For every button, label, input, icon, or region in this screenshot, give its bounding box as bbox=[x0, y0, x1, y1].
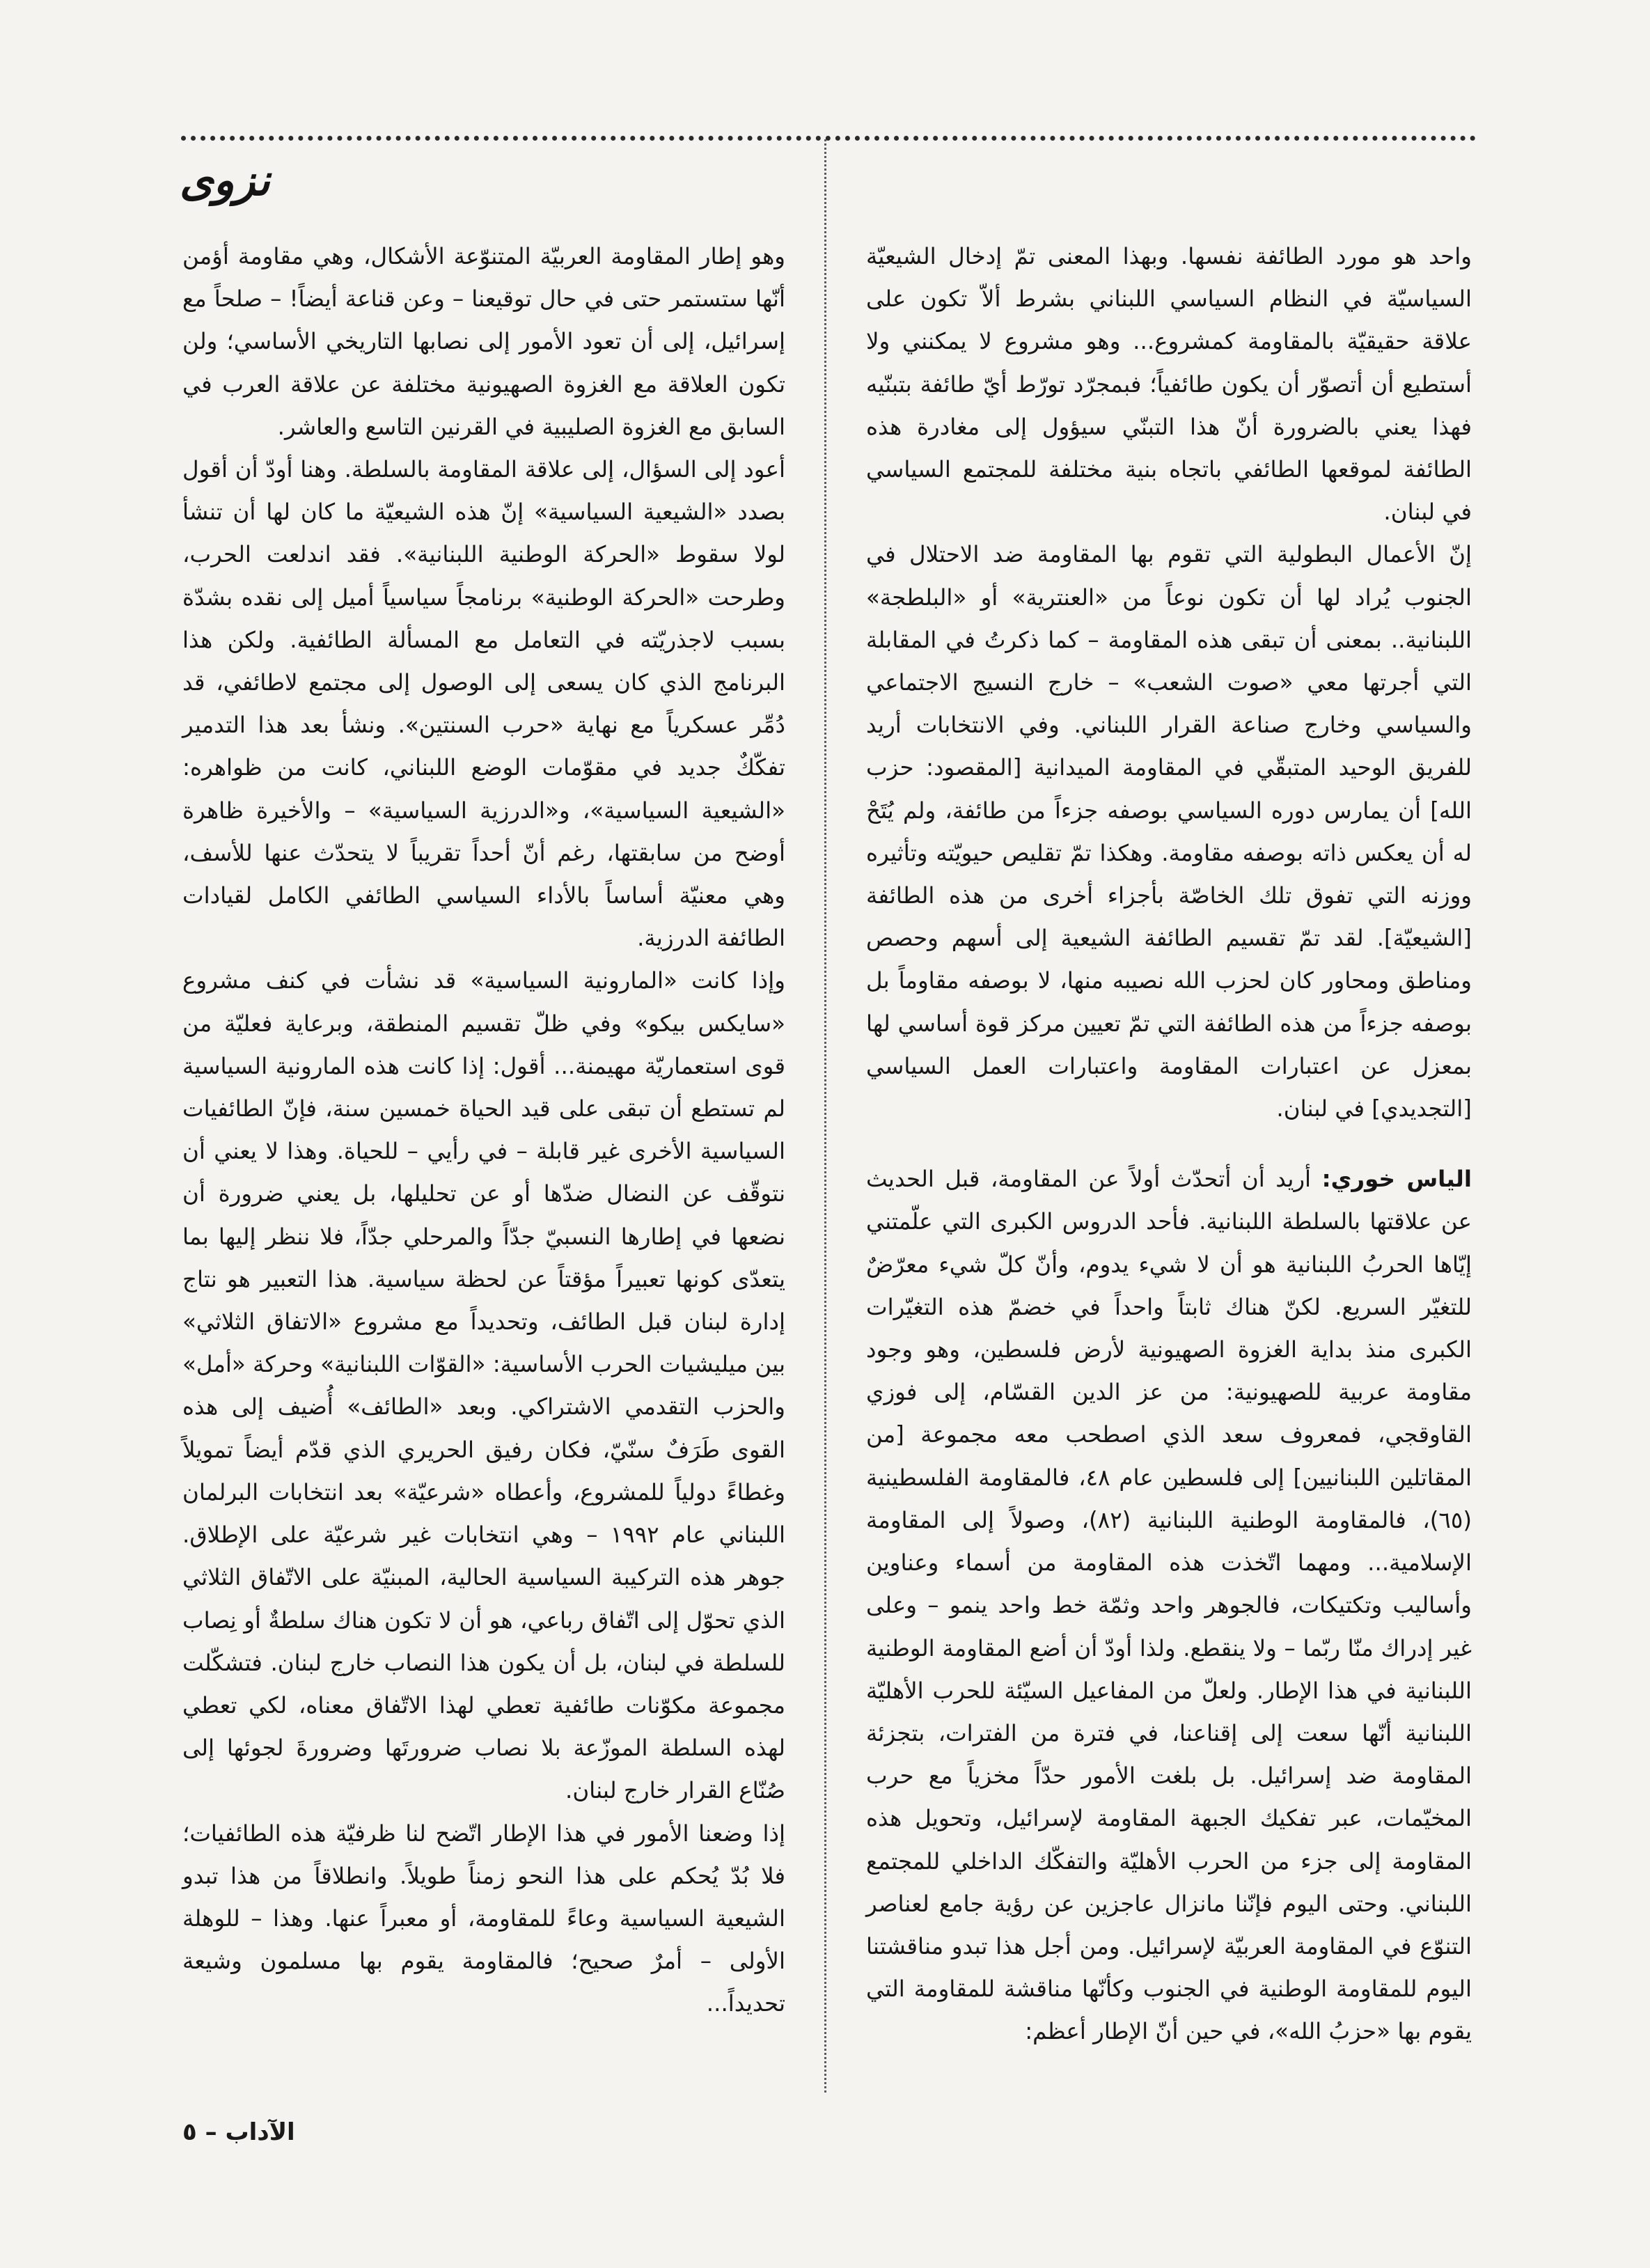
paragraph-gap bbox=[866, 1130, 1472, 1158]
page-footer: الآداب – ٥ bbox=[182, 2118, 295, 2146]
left-column bbox=[182, 235, 785, 2026]
right-paragraph: واحد هو مورد الطائفة نفسها. وبهذا المعنى تمّ إدخال الشيعيّة السياسيّة في النظام السياسي اللبناني بشرط ألاّ تكون على علاقة حقيقيّة بالمقاومة كمشروع... وهو مشروع لا يمكنني ولا أستطيع أن أتصوّر أن يكون طائفياً؛ فبمجرّد تورّط أيّ طائفة بتبنّيه فهذا يعني بالضرورة أنّ هذا التبنّي سيؤول إلى مغادرة هذه الطائفة لموقعها الطائفي باتجاه بنية مختلفة للمجتمع السياسي في لبنان. bbox=[866, 243, 1472, 526]
left-paragraph: وإذا كانت «المارونية السياسية» قد نشأت في كنف مشروع «سايكس بيكو» وفي ظلّ تقسيم المنطقة، وبرعاية فعليّة من قوى استعماريّة مهيمنة... أقول: إذا كانت هذه المارونية السياسية لم تستطع أن تبقى على قيد الحياة خمسين سنة، فإنّ الطائفيات السياسية الأخرى غير قابلة – في رأيي – للحياة. وهذا لا يعني أن نتوقّف عن النضال ضدّها أو عن تحليلها، بل يعني ضرورة أن نضعها في إطارها النسبيّ جدّاً والمرحلي جدّاً، فلا ننظر إليها بما يتعدّى كونها تعبيراً مؤقتاً عن لحظة سياسية. هذا التعبير هو نتاج إدارة لبنان قبل الطائف، وتحديداً مع مشروع «الاتفاق الثلاثي» بين ميليشيات الحرب الأساسية: «القوّات اللبنانية» وحركة «أمل» والحزب التقدمي الاشتراكي. وبعد «الطائف» أُضيف إلى هذه القوى طَرَفٌ سنّيّ، فكان رفيق الحريري الذي قدّم أيضاً تمويلاً وغطاءً دولياً للمشروع، وأعطاه «شرعيّة» بعد انتخابات البرلمان اللبناني عام ١٩٩٢ – وهي انتخابات غير شرعيّة على الإطلاق. جوهر هذه التركيبة السياسية الحالية، المبنيّة على الاتّفاق الثلاثي الذي تحوّل إلى اتّفاق رباعي، هو أن لا تكون هناك سلطةٌ أو نِصاب للسلطة في لبنان، بل أن يكون هذا النصاب خارج لبنان. فتشكّلت مجموعة مكوّنات طائفية تعطي لهذا الاتّفاق معناه، لكي تعطي لهذه السلطة الموزّعة بلا نصاب ضرورتَها وضرورةَ لجوئها إلى صُنّاع القرار خارج لبنان. bbox=[182, 967, 785, 1804]
speaker-name: الياس خوري: bbox=[1321, 1166, 1472, 1193]
masthead-dotted-rule bbox=[181, 136, 1476, 141]
left-paragraph: إذا وضعنا الأمور في هذا الإطار اتّضح لنا ظرفيّة هذه الطائفيات؛ فلا بُدّ يُحكم على هذا النحو زمناً طويلاً. وانطلاقاً من هذا تبدو الشيعية السياسية وعاءً للمقاومة، أو معبراً عنها. وهذا – للوهلة الأولى – أمرٌ صحيح؛ فالمقاومة يقوم بها مسلمون وشيعة تحديداً... bbox=[182, 1820, 785, 2017]
speaker-paragraph bbox=[866, 1158, 1472, 2053]
speaker-text: أريد أن أتحدّث أولاً عن المقاومة، قبل الحديث عن علاقتها بالسلطة اللبنانية. فأحد الدروس الكبرى التي علّمتني إيّاها الحربُ اللبنانية هو أن لا شيء يدوم، وأنّ كلّ شيء معرّضٌ للتغيّر السريع. لكنّ هناك ثابتاً واحداً في خضمّ هذه التغيّرات الكبرى منذ بداية الغزوة الصهيونية لأرض فلسطين، وهو وجود مقاومة عربية للصهيونية: من عز الدين القسّام، إلى فوزي القاوقجي، فمعروف سعد الذي اصطحب معه مجموعة [من المقاتلين اللبنانيين] إلى فلسطين عام ٤٨، فالمقاومة الفلسطينية (٦٥)، فالمقاومة الوطنية اللبنانية (٨٢)، وصولاً إلى المقاومة الإسلامية... ومهما اتّخذت هذه المقاومة من أسماء وعناوين وأساليب وتكتيكات، فالجوهر واحد وثمّة خط واحد ينمو – وعلى غير إدراك منّا ربّما – ولا ينقطع. ولذا أودّ أن أضع المقاومة الوطنية اللبنانية في هذا الإطار. ولعلّ من المفاعيل السيّئة للحرب الأهليّة اللبنانية أنّها سعت إلى إقناعنا، في فترة من الفترات، بتجزئة المقاومة ضد إسرائيل. بل بلغت الأمور حدّاً مخزياً مع حرب المخيّمات، عبر تفكيك الجبهة المقاومة لإسرائيل، وتحويل هذه المقاومة إلى جزء من الحرب الأهليّة والتفكّك الداخلي للمجتمع اللبناني. وحتى اليوم فإنّنا مانزال عاجزين عن رؤية جامع لعناصر التنوّع في المقاومة العربيّة لإسرائيل. ومن أجل هذا تبدو مناقشتنا اليوم للمقاومة الوطنية في الجنوب وكأنّها مناقشة للمقاومة التي يقوم بها «حزبُ الله»، في حين أنّ الإطار أعظم: bbox=[866, 1166, 1472, 2045]
column-divider bbox=[824, 139, 826, 2093]
right-paragraph: إنّ الأعمال البطولية التي تقوم بها المقاومة ضد الاحتلال في الجنوب يُراد لها أن تكون نوعاً من «العنترية» أو «البلطجة» اللبنانية.. بمعنى أن تبقى هذه المقاومة – كما ذكرتُ في المقابلة التي أجرتها معي «صوت الشعب» – خارج النسيج الاجتماعي والسياسي وخارج صناعة القرار اللبناني. وفي الانتخابات أريد للفريق الوحيد المتبقّي في المقاومة الميدانية [المقصود: حزب الله] أن يمارس دوره السياسي بوصفه جزءاً من طائفة، ولم يُتَحْ له أن يعكس ذاته بوصفه مقاومة. وهكذا تمّ تقليص حيويّته وتأثيره ووزنه التي تفوق تلك الخاصّة بأجزاء أخرى من هذه الطائفة [الشيعيّة]. لقد تمّ تقسيم الطائفة الشيعية إلى أسهم وحصص ومناطق ومحاور كان لحزب الله نصيبه منها، لا بوصفه مقاوماً بل بوصفه جزءاً من هذه الطائفة التي تمّ تعيين مركز قوة أساسي لها بمعزل عن اعتبارات المقاومة واعتبارات العمل السياسي [التجديدي] في لبنان. bbox=[866, 541, 1472, 1123]
magazine-logo: نزوى bbox=[180, 155, 270, 205]
left-paragraph: وهو إطار المقاومة العربيّة المتنوّعة الأشكال، وهي مقاومة أؤمن أنّها ستستمر حتى في حال توقيعنا – وعن قناعة أيضاً! – صلحاً مع إسرائيل، إلى أن تعود الأمور إلى نصابها التاريخي الأساسي؛ ولن تكون العلاقة مع الغزوة الصهيونية مختلفة عن علاقة العرب في السابق مع الغزوة الصليبية في القرنين التاسع والعاشر. bbox=[182, 243, 785, 440]
right-column bbox=[866, 235, 1472, 2054]
left-paragraph: أعود إلى السؤال، إلى علاقة المقاومة بالسلطة. وهنا أودّ أن أقول بصدد «الشيعية السياسية» إنّ هذه الشيعيّة ما كان لها أن تنشأ لولا سقوط «الحركة الوطنية اللبنانية». فقد اندلعت الحرب، وطرحت «الحركة الوطنية» برنامجاً سياسياً أميل إلى نقده بشدّة بسبب لاجذريّته في التعامل مع المسألة الطائفية. ولكن هذا البرنامج الذي كان يسعى إلى الوصول إلى مجتمع لاطائفي، قد دُمِّر عسكرياً مع نهاية «حرب السنتين». ونشأ بعد هذا التدمير تفكّكٌ جديد في مقوّمات الوضع اللبناني، كانت من ظواهره: «الشيعية السياسية»، و«الدرزية السياسية» – والأخيرة ظاهرة أوضح من سابقتها، رغم أنّ أحداً تقريباً لا يتحدّث عنها للأسف، وهي معنيّة أساساً بالأداء السياسي الطائفي الكامل لقيادات الطائفة الدرزية. bbox=[182, 456, 785, 952]
